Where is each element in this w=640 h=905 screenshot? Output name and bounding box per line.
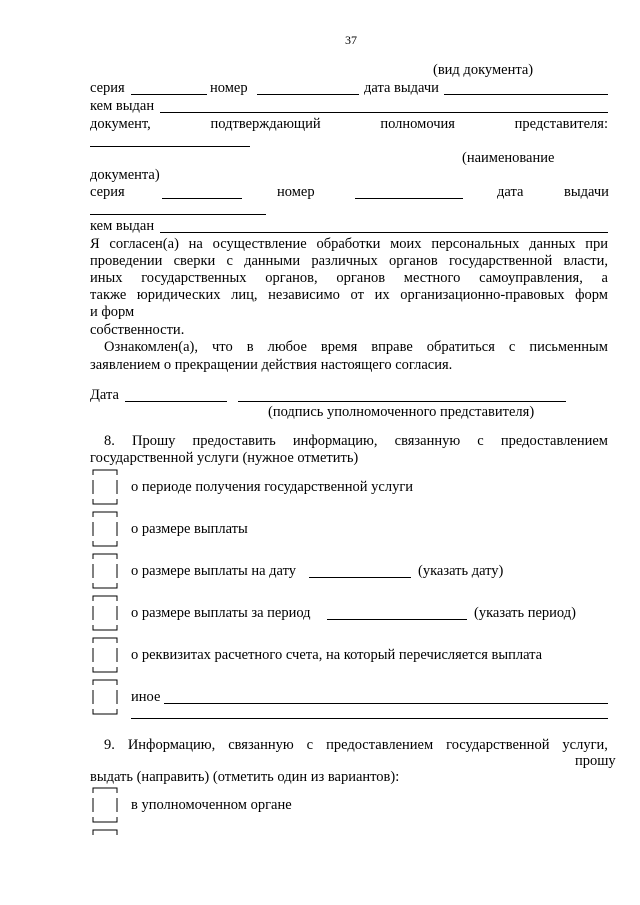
checkbox-icon <box>92 511 118 547</box>
word: что <box>212 339 233 355</box>
series-label-2: серия <box>90 184 125 200</box>
word: обратиться <box>426 339 495 355</box>
issued-by-field[interactable] <box>160 112 608 113</box>
word: местного <box>403 270 461 286</box>
word: время <box>320 339 358 355</box>
option-text: о размере выплаты <box>131 521 248 537</box>
option-text: в уполномоченном органе <box>131 797 292 813</box>
word: с <box>477 433 484 449</box>
option-period-field[interactable] <box>327 619 467 620</box>
other-field[interactable] <box>164 703 608 704</box>
checkbox-icon <box>92 787 118 823</box>
consent-line <box>90 287 608 303</box>
word: государственной <box>446 737 550 753</box>
issued-by-label-2: кем выдан <box>90 218 155 234</box>
word: юридических <box>136 287 221 303</box>
word: связанную <box>228 737 294 753</box>
word: организационно-правовых <box>400 287 565 303</box>
consent-tail-1: и форм <box>90 304 135 320</box>
checkbox-icon <box>92 469 118 505</box>
signature-label: (подпись уполномоченного представителя) <box>268 404 535 420</box>
checkbox-icon <box>92 829 118 865</box>
number-field[interactable] <box>257 94 359 95</box>
series-label: серия <box>90 80 125 96</box>
checkbox[interactable] <box>92 469 118 505</box>
checkbox[interactable] <box>92 679 118 715</box>
word: их <box>374 287 390 303</box>
consent-line <box>90 270 608 286</box>
checkbox-icon <box>92 637 118 673</box>
word: органов, <box>265 270 318 286</box>
rep-doc-field[interactable] <box>90 146 250 147</box>
date-field[interactable] <box>125 401 227 402</box>
word: связанную <box>394 433 461 449</box>
word: независимо <box>268 287 340 303</box>
word: форм <box>575 287 608 303</box>
word: данными <box>244 253 301 269</box>
word: а <box>601 270 608 286</box>
consent-line <box>90 253 608 269</box>
rep-doc-line <box>90 116 608 132</box>
option-date-field[interactable] <box>309 577 411 578</box>
word: при <box>585 236 608 252</box>
word: Ознакомлен(а), <box>104 339 199 355</box>
option-date-hint: (указать дату) <box>418 563 504 579</box>
word: государственной <box>448 253 553 269</box>
number-label-2: номер <box>277 184 315 200</box>
page-number: 37 <box>345 33 357 47</box>
item9-line <box>104 737 608 753</box>
word: документ, <box>90 116 151 132</box>
word: органов <box>336 270 386 286</box>
word: представителя: <box>514 116 608 132</box>
word: от <box>350 287 364 303</box>
ack-line-2: заявлением о прекращении действия настоящего согласия. <box>90 357 453 373</box>
word: также <box>90 287 127 303</box>
signature-field[interactable] <box>238 401 566 402</box>
word: проведении <box>90 253 163 269</box>
checkbox[interactable] <box>92 637 118 673</box>
word: обработки <box>316 236 381 252</box>
word: органов <box>388 253 438 269</box>
word: моих <box>390 236 422 252</box>
word: лиц, <box>231 287 258 303</box>
option-text: иное <box>131 689 161 705</box>
issued-by-label: кем выдан <box>90 98 155 114</box>
issue-date-field-2[interactable] <box>90 214 266 215</box>
checkbox[interactable] <box>92 595 118 631</box>
checkbox[interactable] <box>92 787 118 823</box>
word: предоставлением <box>326 737 434 753</box>
number-label: номер <box>210 80 248 96</box>
item9-line-2: прошу <box>575 753 616 769</box>
issue-date-field[interactable] <box>444 94 608 95</box>
word: осуществление <box>212 236 307 252</box>
word: различных <box>311 253 378 269</box>
word: с <box>306 737 314 753</box>
ack-line <box>104 339 608 355</box>
issue-word-1: дата <box>497 184 524 200</box>
issue-word-2: выдачи <box>564 184 609 200</box>
word: Прошу <box>132 433 176 449</box>
checkbox-icon <box>92 595 118 631</box>
option-text: о реквизитах расчетного счета, на который перечисляется выплата <box>131 647 543 663</box>
word: информацию, <box>292 433 378 449</box>
consent-line <box>90 236 608 252</box>
word: полномочия <box>380 116 455 132</box>
doc-kind-label: (вид документа) <box>433 62 534 78</box>
word: предоставлением <box>500 433 608 449</box>
word: с <box>508 339 516 355</box>
word: сверки <box>173 253 216 269</box>
item8-line <box>104 433 608 449</box>
issued-by-field-2[interactable] <box>160 232 608 233</box>
word: 8. <box>104 433 115 449</box>
word: данных <box>529 236 576 252</box>
doc-name-label: (наименование <box>462 150 555 166</box>
word: письменным <box>529 339 608 355</box>
checkbox[interactable] <box>92 829 118 865</box>
word: государственных <box>141 270 247 286</box>
option-text: о размере выплаты за период <box>131 605 311 621</box>
checkbox[interactable] <box>92 553 118 589</box>
date-label: Дата <box>90 387 119 403</box>
word: любое <box>267 339 307 355</box>
item8-line-2: государственной услуги (нужное отметить) <box>90 450 359 466</box>
checkbox-icon <box>92 679 118 715</box>
other-field-2[interactable] <box>131 718 608 719</box>
word: власти, <box>563 253 608 269</box>
word: согласен(а) <box>109 236 179 252</box>
word: Я <box>90 236 100 252</box>
word: предоставить <box>192 433 276 449</box>
word: 9. <box>104 737 115 753</box>
option-period-hint: (указать период) <box>474 605 576 621</box>
series-field[interactable] <box>131 94 207 95</box>
word: самоуправления, <box>479 270 583 286</box>
word: подтверждающий <box>210 116 321 132</box>
word: на <box>188 236 203 252</box>
option-text: о размере выплаты на дату <box>131 563 297 579</box>
series-field-2[interactable] <box>162 198 242 199</box>
item9-line-3: выдать (направить) (отметить один из вариантов): <box>90 769 400 785</box>
consent-tail-2: собственности. <box>90 322 185 338</box>
word: персональных <box>431 236 520 252</box>
option-text: о периоде получения государственной услуги <box>131 479 414 495</box>
word: услуги, <box>562 737 608 753</box>
word: иных <box>90 270 123 286</box>
word: Информацию, <box>127 737 216 753</box>
doc-name-cont: документа) <box>90 167 160 183</box>
checkbox-icon <box>92 553 118 589</box>
checkbox[interactable] <box>92 511 118 547</box>
word: вправе <box>371 339 413 355</box>
word: в <box>246 339 254 355</box>
issue-date-label: дата выдачи <box>364 80 439 96</box>
number-field-2[interactable] <box>355 198 463 199</box>
word: с <box>226 253 233 269</box>
